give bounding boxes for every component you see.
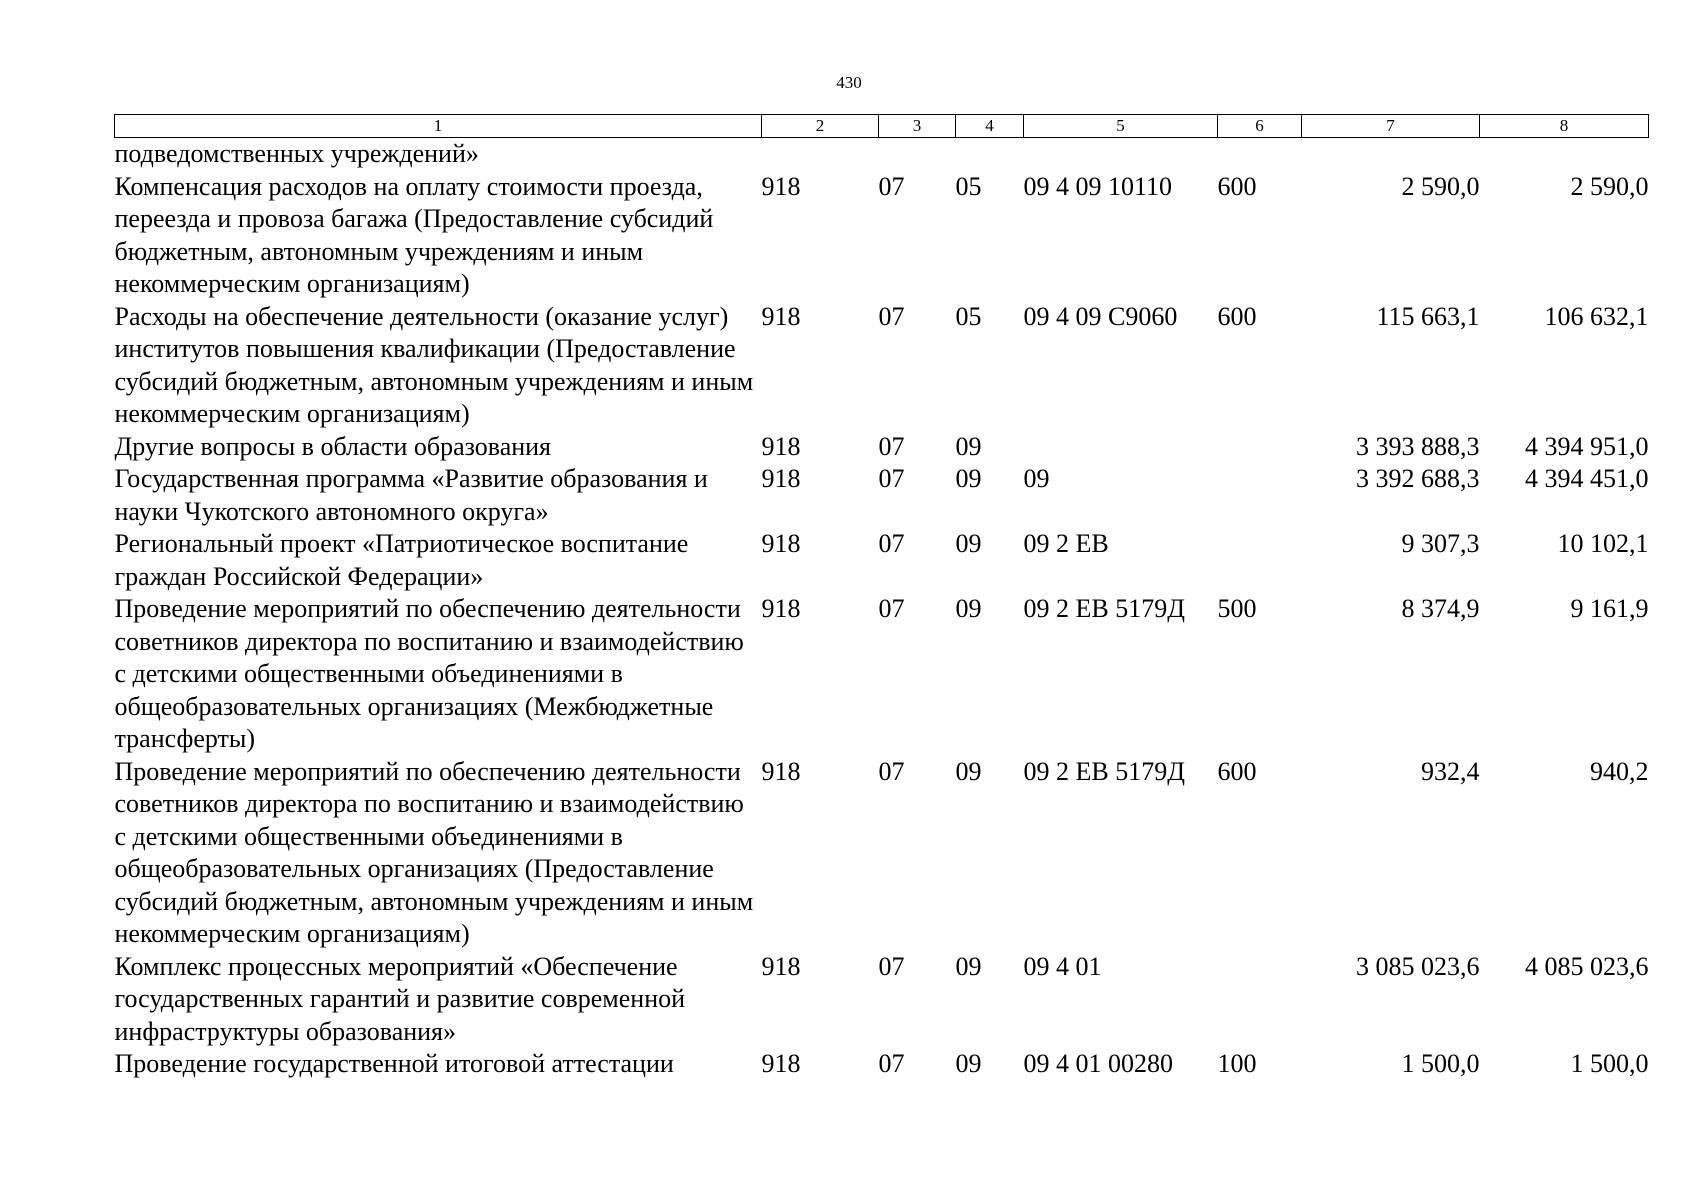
table-body xyxy=(115,138,1649,1081)
column-number-3: 3 xyxy=(879,115,956,138)
section-code: 07 xyxy=(878,529,905,558)
column-number-5: 5 xyxy=(1024,115,1218,138)
table-row xyxy=(115,528,1649,593)
expense-type-code xyxy=(1218,138,1302,171)
amount-year-2 xyxy=(1480,138,1649,171)
row-name: Проведение государственной итоговой аттестации xyxy=(114,1049,674,1078)
section-code: 07 xyxy=(878,756,905,786)
table-row xyxy=(115,463,1649,528)
amount-year-1: 8 374,9 xyxy=(1401,594,1480,623)
expense-type-code xyxy=(1218,463,1302,528)
subsection-code: 09 xyxy=(955,431,982,461)
amount-year-1: 3 085 023,6 xyxy=(1356,951,1480,981)
row-name: Региональный проект «Патриотическое воспитание граждан Российской Федерации» xyxy=(114,529,689,591)
ministry-code: 918 xyxy=(761,756,801,786)
subsection-code: 09 xyxy=(955,529,982,558)
column-number-7: 7 xyxy=(1302,115,1480,138)
amount-year-1: 9 307,3 xyxy=(1401,529,1480,558)
row-name: Компенсация расходов на оплату стоимости проезда, переезда и провоза багажа (Предоставление субсидий бюджетным, автономным учреждениям и иным некоммерческим организациям) xyxy=(114,171,714,298)
row-name: подведомственных учреждений» xyxy=(114,139,479,168)
budget-table xyxy=(114,114,1649,1081)
ministry-code xyxy=(762,138,879,171)
amount-year-2: 9 161,9 xyxy=(1570,594,1649,623)
amount-year-2: 4 085 023,6 xyxy=(1525,951,1649,981)
target-article-code: 09 4 09 С9060 xyxy=(1023,301,1178,331)
expense-type-code: 500 xyxy=(1217,594,1257,623)
table-row xyxy=(115,1048,1649,1081)
subsection-code xyxy=(956,138,1024,171)
expense-type-code xyxy=(1218,431,1302,464)
table-row xyxy=(115,756,1649,951)
table-row xyxy=(115,431,1649,464)
expense-type-code: 600 xyxy=(1217,301,1257,331)
section-code: 07 xyxy=(878,431,905,461)
amount-year-2: 4 394 451,0 xyxy=(1525,464,1649,493)
amount-year-2: 1 500,0 xyxy=(1570,1049,1649,1078)
amount-year-2: 106 632,1 xyxy=(1544,301,1649,331)
amount-year-1: 115 663,1 xyxy=(1376,301,1480,331)
subsection-code: 09 xyxy=(955,1049,982,1078)
target-article-code: 09 4 01 00280 xyxy=(1023,1049,1173,1078)
expense-type-code: 600 xyxy=(1217,756,1257,786)
section-code: 07 xyxy=(878,951,905,981)
section-code xyxy=(879,138,956,171)
amount-year-1 xyxy=(1302,138,1480,171)
amount-year-2: 940,2 xyxy=(1590,756,1649,786)
ministry-code: 918 xyxy=(761,1049,801,1078)
amount-year-2: 2 590,0 xyxy=(1570,171,1649,201)
section-code: 07 xyxy=(878,301,905,331)
target-article-code xyxy=(1024,431,1218,464)
table-row xyxy=(115,301,1649,431)
amount-year-1: 3 392 688,3 xyxy=(1356,464,1480,493)
section-code: 07 xyxy=(878,171,905,201)
row-name: Проведение мероприятий по обеспечению деятельности советников директора по воспитанию и взаимодействию с детскими общественными объединениями в общеобразовательных организациях (Межбюджетные трансферты) xyxy=(114,594,744,753)
target-article-code: 09 4 09 10110 xyxy=(1023,171,1173,201)
ministry-code: 918 xyxy=(761,951,801,981)
page-number: 430 xyxy=(836,73,862,92)
table-row xyxy=(115,593,1649,756)
column-number-4: 4 xyxy=(956,115,1024,138)
ministry-code: 918 xyxy=(761,594,801,623)
expense-type-code xyxy=(1218,528,1302,593)
amount-year-2: 4 394 951,0 xyxy=(1525,431,1649,461)
column-number-6: 6 xyxy=(1218,115,1302,138)
subsection-code: 05 xyxy=(955,301,982,331)
target-article-code: 09 2 ЕВ 5179Д xyxy=(1023,756,1185,786)
target-article-code xyxy=(1024,138,1218,171)
row-name: Комплекс процессных мероприятий «Обеспечение государственных гарантий и развитие современной инфраструктуры образования» xyxy=(114,951,686,1046)
amount-year-1: 3 393 888,3 xyxy=(1356,431,1480,461)
amount-year-1: 2 590,0 xyxy=(1401,171,1480,201)
amount-year-2: 10 102,1 xyxy=(1557,529,1649,558)
target-article-code: 09 4 01 xyxy=(1023,951,1102,981)
expense-type-code: 100 xyxy=(1217,1049,1257,1078)
table-row xyxy=(115,171,1649,301)
column-numbers-header xyxy=(115,115,1649,138)
row-name: Другие вопросы в области образования xyxy=(114,431,552,461)
target-article-code: 09 xyxy=(1023,464,1050,493)
expense-type-code xyxy=(1218,951,1302,1049)
target-article-code: 09 2 ЕВ 5179Д xyxy=(1023,594,1185,623)
ministry-code: 918 xyxy=(761,431,801,461)
section-code: 07 xyxy=(878,464,905,493)
column-number-8: 8 xyxy=(1480,115,1649,138)
header-row xyxy=(115,115,1649,138)
ministry-code: 918 xyxy=(761,171,801,201)
table-row xyxy=(115,951,1649,1049)
row-name: Государственная программа «Развитие образования и науки Чукотского автономного округа» xyxy=(114,464,708,526)
ministry-code: 918 xyxy=(761,301,801,331)
subsection-code: 09 xyxy=(955,594,982,623)
column-number-1: 1 xyxy=(115,115,762,138)
subsection-code: 09 xyxy=(955,756,982,786)
subsection-code: 09 xyxy=(955,464,982,493)
column-number-2: 2 xyxy=(762,115,879,138)
row-name: Расходы на обеспечение деятельности (оказание услуг) институтов повышения квалификации (Предоставление субсидий бюджетным, автономным учреждениям и иным некоммерческим организациям) xyxy=(114,301,754,428)
expense-type-code: 600 xyxy=(1217,171,1257,201)
section-code: 07 xyxy=(878,594,905,623)
ministry-code: 918 xyxy=(761,529,801,558)
row-name: Проведение мероприятий по обеспечению деятельности советников директора по воспитанию и взаимодействию с детскими общественными объединениями в общеобразовательных организациях (Предоставление субсидий бюджетным, автономным учреждениям и иным некоммерческим организациям) xyxy=(114,756,754,948)
table-row xyxy=(115,138,1649,171)
subsection-code: 05 xyxy=(955,171,982,201)
target-article-code: 09 2 ЕВ xyxy=(1023,529,1109,558)
subsection-code: 09 xyxy=(955,951,982,981)
ministry-code: 918 xyxy=(761,464,801,493)
section-code: 07 xyxy=(878,1049,905,1078)
amount-year-1: 932,4 xyxy=(1421,756,1480,786)
amount-year-1: 1 500,0 xyxy=(1401,1049,1480,1078)
